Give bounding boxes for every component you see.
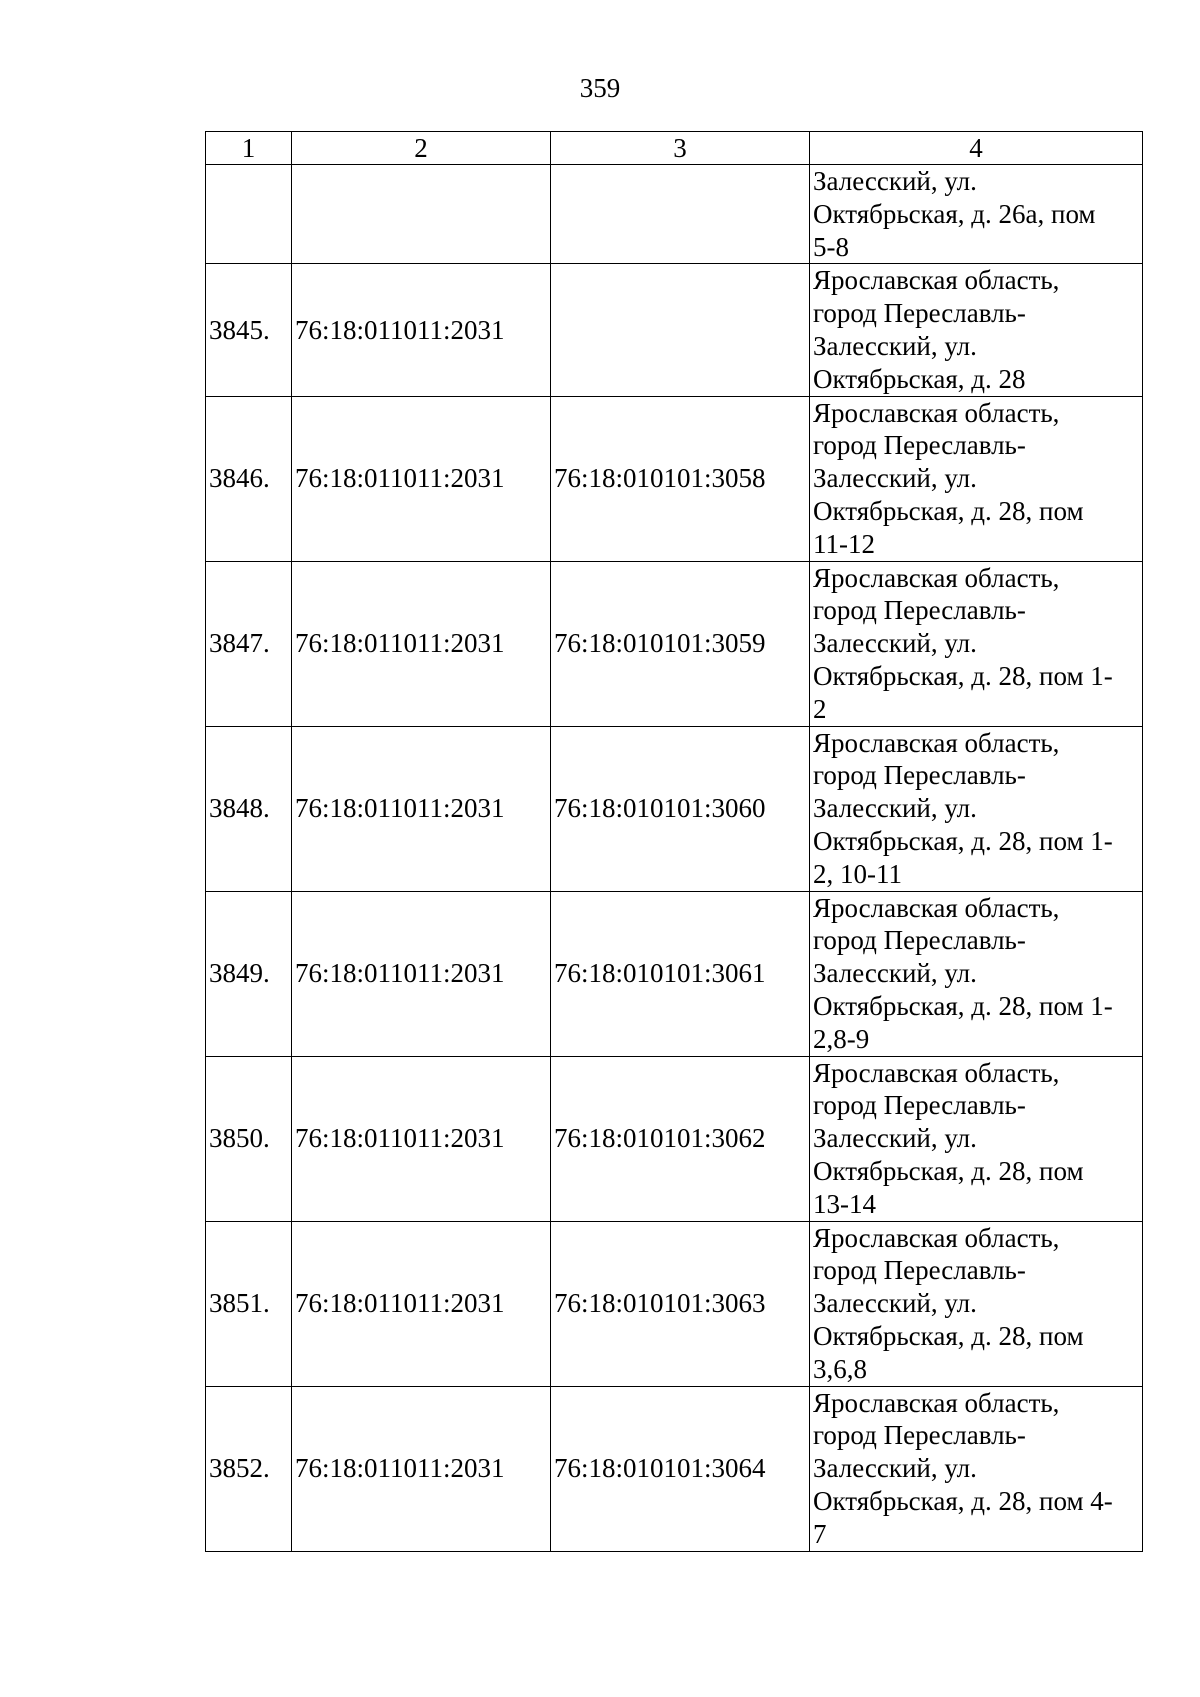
address-line: Октябрьская, д. 28: [813, 363, 1026, 394]
address-line: Залесский, ул.: [813, 958, 977, 989]
address-line: 7: [813, 1518, 827, 1549]
address-line: Ярославская область,: [813, 1222, 1060, 1253]
address-cell: [810, 396, 1143, 561]
address-cell: [810, 1386, 1143, 1551]
object-cadastral-number-cell: 76:18:010101:3059: [551, 561, 810, 726]
address-line: Октябрьская, д. 28, пом 1-: [813, 660, 1113, 691]
table-row: [206, 165, 1143, 264]
address-line: Ярославская область,: [813, 562, 1060, 593]
table-body: [206, 165, 1143, 1552]
address-line: 11-12: [813, 528, 875, 559]
land-cadastral-number-cell: 76:18:011011:2031: [292, 264, 551, 396]
object-cadastral-number-cell: [551, 165, 810, 264]
address-cell: [810, 891, 1143, 1056]
address-cell: [810, 1056, 1143, 1221]
object-cadastral-number-cell: 76:18:010101:3058: [551, 396, 810, 561]
row-number-cell: 3852.: [206, 1386, 292, 1551]
address-line: 5-8: [813, 231, 849, 262]
address-line: 2: [813, 693, 827, 724]
address-line: Октябрьская, д. 28, пом: [813, 1155, 1084, 1186]
address-line: Залесский, ул.: [813, 628, 977, 659]
row-number-cell: 3847.: [206, 561, 292, 726]
address-line: Ярославская область,: [813, 1057, 1060, 1088]
table-row: [206, 1221, 1143, 1386]
address-cell: [810, 165, 1143, 264]
address-line: Ярославская область,: [813, 727, 1060, 758]
object-cadastral-number-cell: 76:18:010101:3062: [551, 1056, 810, 1221]
address-line: город Переславль-: [813, 1255, 1026, 1286]
row-number-cell: 3851.: [206, 1221, 292, 1386]
row-number-cell: 3849.: [206, 891, 292, 1056]
column-header-3: 3: [551, 132, 810, 165]
land-cadastral-number-cell: 76:18:011011:2031: [292, 726, 551, 891]
row-number-cell: 3848.: [206, 726, 292, 891]
address-line: город Переславль-: [813, 760, 1026, 791]
address-line: Залесский, ул.: [813, 166, 977, 196]
address-line: Октябрьская, д. 28, пом 1-: [813, 825, 1113, 856]
address-line: Октябрьская, д. 28, пом: [813, 1320, 1084, 1351]
table-row: [206, 1386, 1143, 1551]
address-line: город Переславль-: [813, 1090, 1026, 1121]
land-cadastral-number-cell: 76:18:011011:2031: [292, 396, 551, 561]
object-cadastral-number-cell: [551, 264, 810, 396]
table-row: [206, 561, 1143, 726]
object-cadastral-number-cell: 76:18:010101:3060: [551, 726, 810, 891]
table-row: [206, 891, 1143, 1056]
row-number-cell: [206, 165, 292, 264]
header-row: [206, 132, 1143, 165]
address-line: Залесский, ул.: [813, 793, 977, 824]
address-cell: [810, 726, 1143, 891]
address-line: 13-14: [813, 1188, 876, 1219]
column-header-1: 1: [206, 132, 292, 165]
row-number-cell: 3846.: [206, 396, 292, 561]
land-cadastral-number-cell: 76:18:011011:2031: [292, 1386, 551, 1551]
address-line: город Переславль-: [813, 925, 1026, 956]
land-cadastral-number-cell: 76:18:011011:2031: [292, 1221, 551, 1386]
column-header-2: 2: [292, 132, 551, 165]
page-number: 359: [579, 73, 621, 103]
row-number-cell: 3845.: [206, 264, 292, 396]
address-line: Ярославская область,: [813, 265, 1060, 296]
address-line: город Переславль-: [813, 595, 1026, 626]
address-line: город Переславль-: [813, 1420, 1026, 1451]
table-row: [206, 396, 1143, 561]
address-line: Ярославская область,: [813, 397, 1060, 428]
register-table: [205, 131, 1143, 1552]
land-cadastral-number-cell: 76:18:011011:2031: [292, 891, 551, 1056]
object-cadastral-number-cell: 76:18:010101:3064: [551, 1386, 810, 1551]
land-cadastral-number-cell: 76:18:011011:2031: [292, 561, 551, 726]
land-cadastral-number-cell: 76:18:011011:2031: [292, 1056, 551, 1221]
address-line: Октябрьская, д. 28, пом 4-: [813, 1485, 1113, 1516]
address-line: Залесский, ул.: [813, 1453, 977, 1484]
address-cell: [810, 264, 1143, 396]
address-line: 2,8-9: [813, 1023, 870, 1054]
address-line: Октябрьская, д. 28, пом: [813, 495, 1084, 526]
address-line: Октябрьская, д. 28, пом 1-: [813, 990, 1113, 1021]
address-line: Ярославская область,: [813, 1387, 1060, 1418]
address-line: Залесский, ул.: [813, 1288, 977, 1319]
column-header-4: 4: [810, 132, 1143, 165]
address-line: Ярославская область,: [813, 892, 1060, 923]
land-cadastral-number-cell: [292, 165, 551, 264]
table-row: [206, 1056, 1143, 1221]
address-line: город Переславль-: [813, 298, 1026, 329]
address-line: 2, 10-11: [813, 858, 902, 889]
object-cadastral-number-cell: 76:18:010101:3061: [551, 891, 810, 1056]
address-line: Залесский, ул.: [813, 1123, 977, 1154]
address-cell: [810, 561, 1143, 726]
table-row: [206, 264, 1143, 396]
address-line: Октябрьская, д. 26а, пом: [813, 198, 1096, 229]
row-number-cell: 3850.: [206, 1056, 292, 1221]
address-line: 3,6,8: [813, 1353, 867, 1384]
address-line: Залесский, ул.: [813, 330, 977, 361]
address-line: Залесский, ул.: [813, 463, 977, 494]
address-cell: [810, 1221, 1143, 1386]
table-row: [206, 726, 1143, 891]
object-cadastral-number-cell: 76:18:010101:3063: [551, 1221, 810, 1386]
address-line: город Переславль-: [813, 430, 1026, 461]
